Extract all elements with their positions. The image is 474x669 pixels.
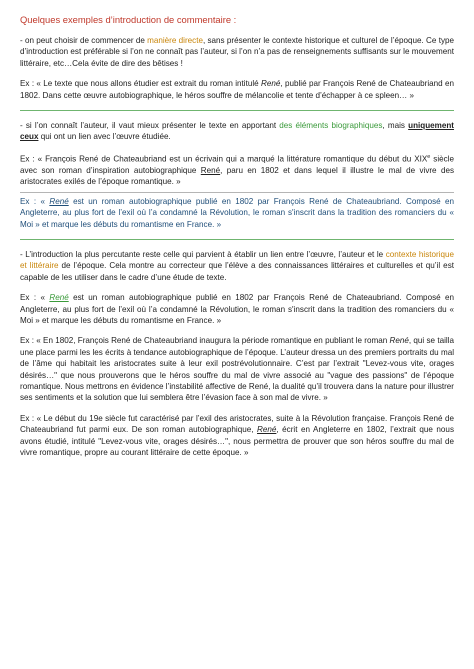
work-title: René	[49, 196, 69, 206]
text-fragment: Ex : « En 1802, François René de Chateaubriand inaugura la période romantique en publiant le roman	[20, 336, 390, 346]
example-biographical-1	[20, 152, 454, 188]
section-direct-explanation	[20, 35, 454, 69]
example-biographical-2	[20, 196, 454, 230]
example-contextual-3	[20, 413, 454, 459]
work-title: René	[257, 425, 277, 435]
document-title: Quelques exemples d’introduction de commentaire :	[20, 14, 237, 25]
section-biographical-intro	[20, 120, 454, 143]
section-direct-intro	[20, 35, 454, 69]
example-paragraph	[20, 196, 454, 230]
emphasis-uniquement-ceux: uniquement ceux	[20, 121, 455, 142]
superscript-e: e	[427, 153, 431, 160]
section-divider	[20, 239, 454, 240]
text-fragment: est un roman autobiographique publié en 1802 par François René de Chateaubriand. Composé en Angleterre, au plus fort de l’exil où l’a condamné la Révolution, le roman s'inscrit dans la tradition des romanciers du « Moi » et marque les débuts du romantisme en France. »	[20, 196, 454, 229]
text-fragment: de l’époque. Cela montre au correcteur que l’élève a des connaissances littéraires et culturelles et qu’il est capable de les utiliser dans le cadre d’une étude de texte.	[20, 261, 454, 282]
example-paragraph	[20, 78, 454, 101]
example-direct	[20, 78, 454, 101]
text-fragment: , mais	[382, 121, 409, 131]
work-title: René	[200, 165, 221, 175]
text-fragment: - L’introduction la plus percutante reste celle qui parvient à établir un lien entre l’œuvre, l’auteur et le	[20, 249, 386, 259]
text-fragment: - si l’on connaît l’auteur, il vaut mieux présenter le texte en apportant	[20, 121, 280, 131]
example-contextual-2	[20, 335, 454, 403]
text-fragment: siècle avec son roman d’inspiration autobiographique	[20, 154, 454, 175]
section-biographical-explanation	[20, 120, 454, 143]
text-fragment: , écrit en Angleterre en 1802, l’extrait que nous avons étudié, intitulé "Levez-vous vite, orages désirés…", nous permettra de prouver que son héros souffre du mal de vivre romantique, propre au courant littéraire de cette époque. »	[20, 425, 454, 458]
example-paragraph	[20, 292, 454, 326]
section-contextual-intro	[20, 249, 454, 283]
text-fragment: Ex : «	[20, 293, 50, 303]
text-fragment: Ex : « Le début du 19e siècle fut caractérisé par l’exil des aristocrates, suite à la Révolution française. François René de Chateaubriand fut parmi eux. De son roman autobiographique,	[20, 413, 454, 435]
work-title: René	[49, 293, 69, 303]
text-fragment: Ex : « François René de Chateaubriand est un écrivain qui a marqué la littérature romantique du début du XIX	[20, 154, 428, 164]
text-fragment: qui ont un lien avec l’œuvre étudiée.	[38, 132, 171, 142]
example-contextual-1	[20, 292, 454, 326]
section-contextual-explanation	[20, 249, 454, 283]
text-fragment: Ex : « Le texte que nous allons étudier est extrait du roman intitulé	[20, 79, 262, 89]
text-fragment: , paru en 1802 et dans lequel il illustre le mal de vivre des aristocrates exilés de l’époque romantique. »	[20, 165, 454, 187]
text-fragment: , publié par François René de Chateaubriand en 1802. Dans cette œuvre autobiographique, le héros souffre de mélancolie et tente d’échapper à ce spleen… »	[20, 79, 455, 100]
section-divider	[20, 110, 454, 111]
example-paragraph	[20, 335, 454, 403]
example-paragraph	[20, 413, 454, 459]
text-fragment: - on peut choisir de commencer de	[20, 36, 148, 45]
work-title: René	[389, 336, 409, 346]
example-divider	[20, 192, 454, 193]
example-paragraph	[20, 152, 454, 188]
highlight-elements-biographiques: des éléments biographiques	[279, 121, 383, 131]
text-fragment: , qui se tailla une place parmi les les écrits à tendance autobiographique de l’époque. L’auteur dressa un des premiers portraits du mal de l’âme qui habitait les aristocrates suite à leur exil postrévolutionnaire. C’est par l’extrait "Levez-vous vite, orages désirés…" que nous prouverons que le héros souffre du mal de vivre associé au "vague des passions" de l’époque romantique. Nous mettrons en évidence l’instabilité affective de René, la dualité qu’il trouvera dans la nature pour illustrer ses sentiments et la solution que lui semblera être l’évasion face à son mal de vivre. »	[20, 336, 455, 403]
text-fragment: Ex : «	[20, 196, 50, 206]
work-title: René	[261, 79, 281, 89]
text-fragment: , sans présenter le contexte historique et culturel de l’époque. Ce type d’introduction est préférable si l’on ne connaît pas l’auteur, si l’on n’a pas de renseignements suffisants sur le mouvement littéraire, etc…Cela évite de dire des bêtises !	[20, 36, 455, 68]
text-fragment: est un roman autobiographique publié en 1802 par François René de Chateaubriand. Composé en Angleterre, au plus fort de l’exil où l’a condamné la Révolution, le roman s'inscrit dans la tradition des romanciers du « Moi » et marque les débuts du romantisme en France. »	[20, 293, 454, 325]
highlight-contexte: contexte historique et littéraire	[20, 249, 454, 271]
highlight-maniere-directe: manière directe	[147, 36, 203, 45]
